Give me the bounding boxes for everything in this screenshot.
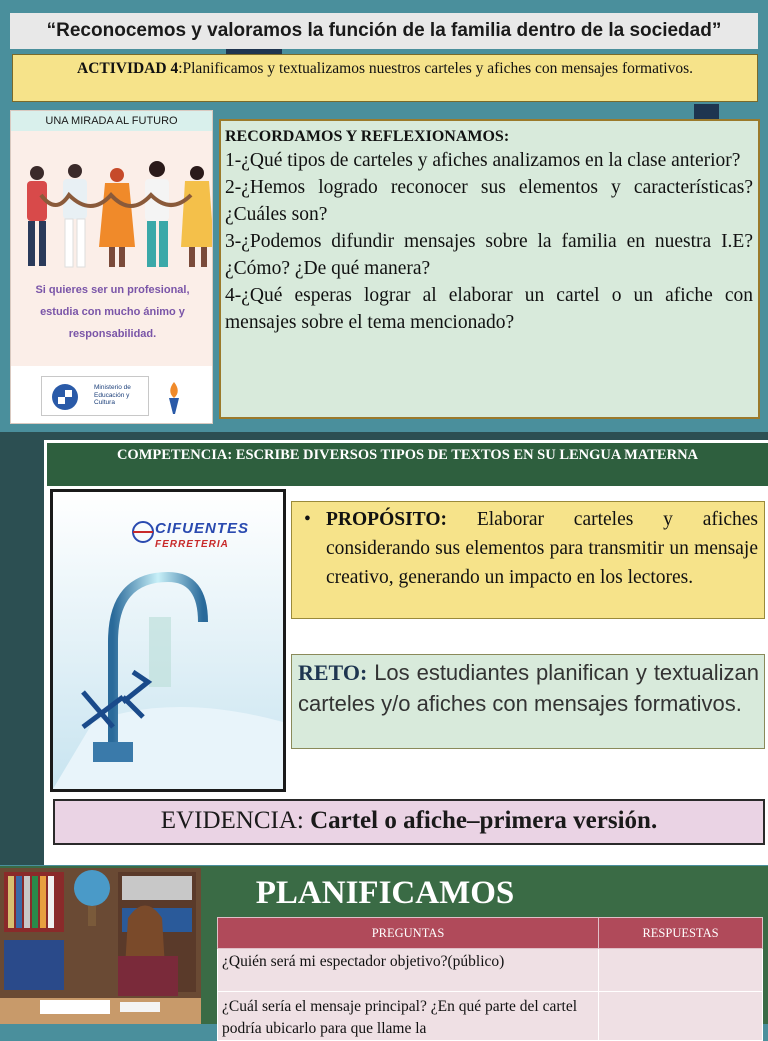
family-poster xyxy=(10,110,213,424)
student-library-photo xyxy=(0,868,201,1024)
table-header-row xyxy=(218,918,763,949)
competencia-bar: COMPETENCIA: ESCRIBE DIVERSOS TIPOS DE TEXTOS EN SU LENGUA MATERNA xyxy=(47,443,768,486)
family-illustration xyxy=(11,155,213,275)
reto-box xyxy=(291,654,765,749)
ministry-name: Ministerio de Educación y Cultura xyxy=(94,384,131,406)
proposito-box xyxy=(291,501,765,619)
answer-cell[interactable] xyxy=(599,992,763,1041)
brand-logo xyxy=(155,522,249,552)
decorative-tab xyxy=(694,104,719,120)
question-3: 3-¿Podemos difundir mensajes sobre la familia en nuestra I.E? ¿Cómo? ¿De qué manera? xyxy=(225,231,753,279)
planning-table xyxy=(217,917,763,1041)
reto-label: RETO: xyxy=(298,660,368,685)
question-2: 2-¿Hemos logrado reconocer sus elementos y características? ¿Cuáles son? xyxy=(225,177,753,225)
ministry-logo xyxy=(41,376,149,416)
brand-emblem-icon xyxy=(131,520,155,544)
faucet-advertisement xyxy=(50,489,286,792)
recordamos-box xyxy=(219,119,760,419)
evidencia-label: EVIDENCIA: xyxy=(160,807,304,834)
activity-label: ACTIVIDAD 4 xyxy=(77,60,179,77)
poster-message: Si quieres ser un profesional, estudia con mucho ánimo y responsabilidad. xyxy=(35,284,190,340)
column-header-preguntas: PREGUNTAS xyxy=(218,918,599,949)
activity-text: :Planificamos y textualizamos nuestros carteles y afiches con mensajes formativos. xyxy=(178,60,693,77)
proposito-text: Elaborar carteles y afiches considerando sus elementos para transmitir un mensaje creativo, generando un impacto en los lectores. xyxy=(326,509,758,588)
poster-heading: UNA MIRADA AL FUTURO xyxy=(11,111,212,131)
brand-name: CIFUENTES xyxy=(155,520,250,537)
evidencia-box xyxy=(53,799,765,845)
student-reading-image xyxy=(0,868,201,1024)
evidencia-text: Cartel o afiche–primera versión. xyxy=(303,807,658,834)
table-row xyxy=(218,992,763,1041)
bullet-icon: • xyxy=(304,509,311,530)
answer-cell[interactable] xyxy=(599,949,763,992)
coat-of-arms-icon xyxy=(50,382,80,412)
reto-text: Los estudiantes planifican y textualizan carteles y/o afiches con mensajes formativos. xyxy=(298,660,759,716)
question-4: 4-¿Qué esperas lograr al elaborar un cartel o un afiche con mensajes sobre el tema mencionado? xyxy=(225,285,753,333)
recordamos-heading: RECORDAMOS Y REFLEXIONAMOS: xyxy=(225,128,510,145)
question-1: 1-¿Qué tipos de carteles y afiches analizamos en la clase anterior? xyxy=(225,150,741,171)
planificamos-title: PLANIFICAMOS xyxy=(255,875,515,911)
torch-icon xyxy=(163,380,185,416)
question-cell: ¿Cuál sería el mensaje principal? ¿En qué parte del cartel podría ubicarlo para que llame la xyxy=(218,992,599,1041)
brand-subname: FERRETERIA xyxy=(155,539,229,550)
table-row xyxy=(218,949,763,992)
proposito-label: PROPÓSITO: xyxy=(326,509,447,530)
activity-banner xyxy=(12,54,758,102)
column-header-respuestas: RESPUESTAS xyxy=(599,918,763,949)
page-title: “Reconocemos y valoramos la función de la familia dentro de la sociedad” xyxy=(10,13,758,49)
question-cell: ¿Quién será mi espectador objetivo?(público) xyxy=(218,949,599,992)
poster-footer xyxy=(11,366,212,424)
